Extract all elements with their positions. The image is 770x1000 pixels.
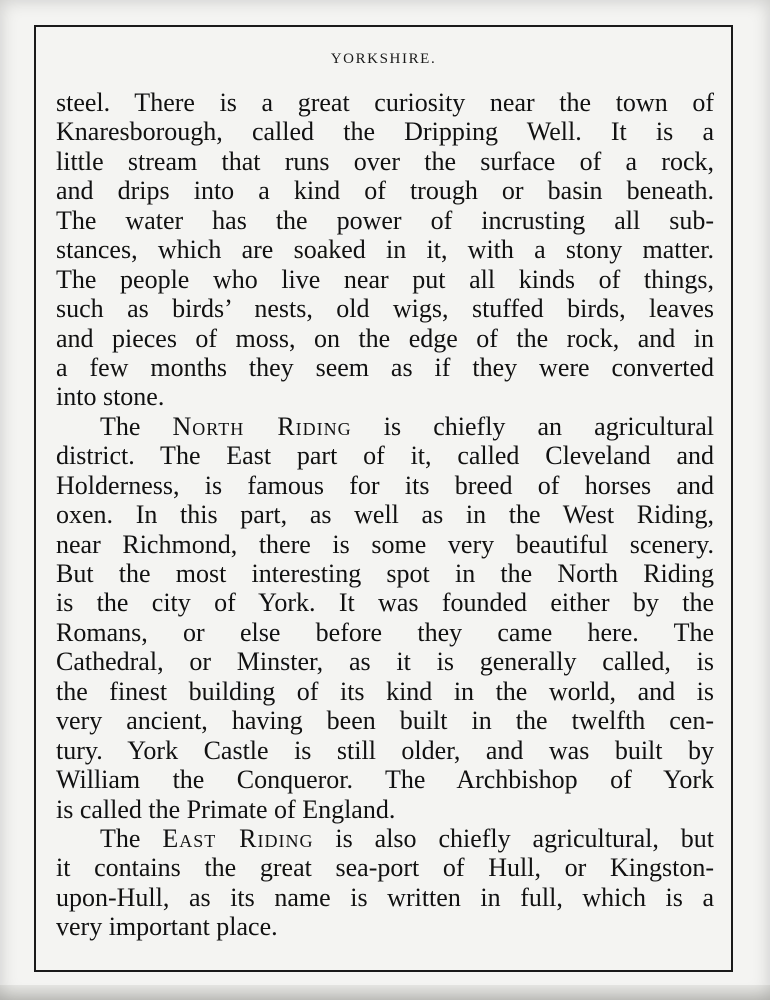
text-line: William the Conqueror. The Archbishop of York bbox=[56, 765, 714, 795]
east-riding-small-caps: East Riding bbox=[162, 823, 314, 853]
paragraph-start-east-riding bbox=[56, 824, 714, 853]
text-line: is called the Primate of England. bbox=[56, 794, 396, 824]
text-run: is chiefly an agricultural bbox=[351, 411, 714, 441]
paragraph-start-north-riding bbox=[56, 412, 714, 441]
text-line: little stream that runs over the surface of a rock, bbox=[56, 146, 714, 176]
text-run: is also chiefly agricultural, but bbox=[313, 823, 714, 853]
text-line: near Richmond, there is some very beautiful scenery. bbox=[56, 529, 714, 559]
text-line: and drips into a kind of trough or basin beneath. bbox=[56, 176, 714, 206]
text-line: very ancient, having been built in the twelfth cen- bbox=[56, 706, 714, 736]
text-line: stances, which are soaked in it, with a stony matter. bbox=[56, 235, 714, 265]
page-bottom-edge bbox=[0, 985, 770, 1000]
text-line: steel. There is a great curiosity near the town of bbox=[56, 88, 714, 117]
text-line: a few months they seem as if they were converted bbox=[56, 352, 714, 382]
running-head: YORKSHIRE. bbox=[330, 51, 437, 67]
text-line: the finest building of its kind in the world, and is bbox=[56, 676, 714, 706]
text-line: upon-Hull, as its name is written in full, which is a bbox=[56, 882, 714, 912]
text-line: is the city of York. It was founded either by the bbox=[56, 588, 714, 618]
text-line: very important place. bbox=[56, 912, 278, 942]
text-line: Knaresborough, called the Dripping Well. It is a bbox=[56, 117, 714, 147]
north-riding-small-caps: North Riding bbox=[172, 411, 352, 441]
text-run: The bbox=[100, 823, 163, 853]
text-line: Holderness, is famous for its breed of horses and bbox=[56, 470, 714, 500]
text-line: The people who live near put all kinds of things, bbox=[56, 264, 714, 294]
text-line: it contains the great sea-port of Hull, or Kingston- bbox=[56, 853, 714, 883]
text-line: such as birds’ nests, old wigs, stuffed birds, leaves bbox=[56, 294, 714, 324]
text-line: district. The East part of it, called Cleveland and bbox=[56, 441, 714, 471]
text-line: Romans, or else before they came here. The bbox=[56, 617, 714, 647]
body-text bbox=[56, 88, 714, 942]
text-line: The water has the power of incrusting all sub- bbox=[56, 205, 714, 235]
text-line: tury. York Castle is still older, and was built by bbox=[56, 735, 714, 765]
text-run: The bbox=[100, 411, 173, 441]
text-line: But the most interesting spot in the North Riding bbox=[56, 559, 714, 588]
text-line: and pieces of moss, on the edge of the rock, and in bbox=[56, 323, 714, 353]
text-line: oxen. In this part, as well as in the West Riding, bbox=[56, 500, 714, 530]
text-line: into stone. bbox=[56, 382, 165, 412]
text-line: Cathedral, or Minster, as it is generally called, is bbox=[56, 647, 714, 677]
